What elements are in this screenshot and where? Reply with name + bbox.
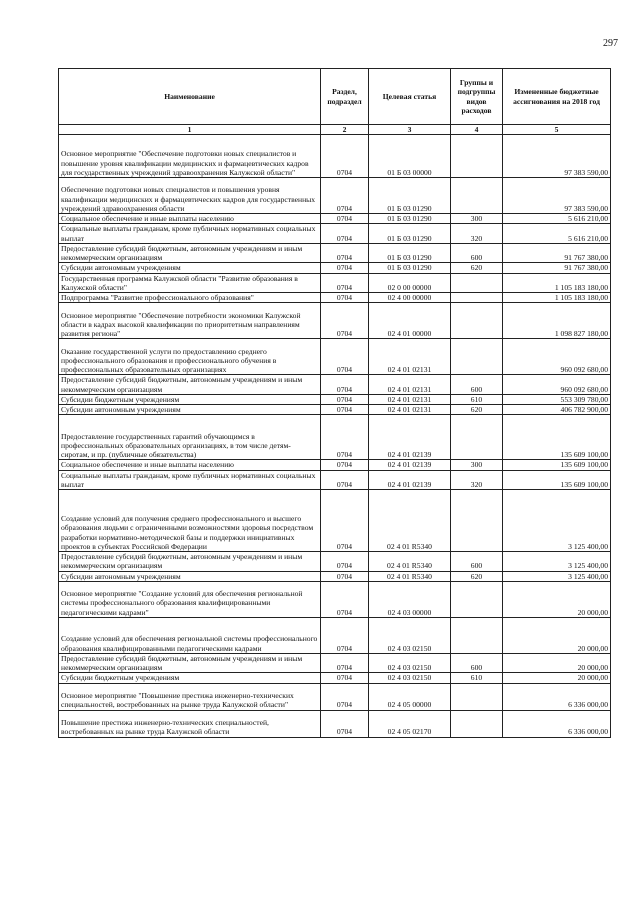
row-section: 0704: [321, 673, 369, 683]
row-amount: 91 767 380,00: [503, 243, 611, 263]
table-row: [59, 470, 611, 490]
row-section: 0704: [321, 339, 369, 375]
row-article: 02 4 05 02170: [369, 710, 451, 737]
row-name: Социальные выплаты гражданам, кроме публичных нормативных социальных выплат: [59, 224, 321, 244]
table-row: [59, 405, 611, 415]
row-group: 620: [451, 405, 503, 415]
row-name: Социальное обеспечение и иные выплаты населению: [59, 460, 321, 470]
table-row: [59, 710, 611, 737]
row-group: [451, 490, 503, 552]
column-number: 1: [59, 125, 321, 135]
row-article: 02 4 01 R5340: [369, 552, 451, 572]
row-group: 610: [451, 394, 503, 404]
row-group: [451, 617, 503, 653]
row-amount: 91 767 380,00: [503, 263, 611, 273]
row-group: [451, 273, 503, 293]
row-article: 01 Б 03 00000: [369, 135, 451, 178]
row-group: [451, 710, 503, 737]
row-article: 02 4 01 02131: [369, 375, 451, 395]
row-section: 0704: [321, 653, 369, 673]
row-amount: 6 336 000,00: [503, 710, 611, 737]
row-section: 0704: [321, 243, 369, 263]
table-row: [59, 490, 611, 552]
table-header-row: [59, 69, 611, 125]
header-article: Целевая статья: [369, 69, 451, 125]
row-group: [451, 293, 503, 303]
row-name: Предоставление субсидий бюджетным, автономным учреждениям и иным некоммерческим организациям: [59, 552, 321, 572]
row-section: 0704: [321, 214, 369, 224]
row-amount: 20 000,00: [503, 617, 611, 653]
table-row: [59, 243, 611, 263]
table-row: [59, 581, 611, 617]
table-row: [59, 394, 611, 404]
table-row: [59, 460, 611, 470]
row-article: 02 4 01 02139: [369, 470, 451, 490]
row-name: Предоставление субсидий бюджетным, автономным учреждениям и иным некоммерческим организациям: [59, 243, 321, 263]
row-article: 02 4 03 00000: [369, 581, 451, 617]
row-name: Субсидии бюджетным учреждениям: [59, 673, 321, 683]
row-amount: 960 092 680,00: [503, 339, 611, 375]
row-article: 01 Б 03 01290: [369, 214, 451, 224]
row-group: [451, 339, 503, 375]
row-name: Субсидии автономным учреждениям: [59, 405, 321, 415]
row-name: Создание условий для получения среднего профессионального и высшего образования людьми с ограниченными возможностями здоровья посредством разработки нормативно-методической базы и поддержки инициативных проектов в субъектах Российской Федерации: [59, 490, 321, 552]
header-section: Раздел, подраздел: [321, 69, 369, 125]
row-amount: 135 609 100,00: [503, 470, 611, 490]
row-group: [451, 178, 503, 214]
row-amount: 3 125 400,00: [503, 571, 611, 581]
row-article: 02 4 01 02139: [369, 460, 451, 470]
row-article: 02 4 01 02131: [369, 405, 451, 415]
row-name: Обеспечение подготовки новых специалистов и повышения уровня квалификации медицинских и фармацевтических кадров для государственных учреждений здравоохранения области: [59, 178, 321, 214]
row-article: 01 Б 03 01290: [369, 243, 451, 263]
row-group: 600: [451, 653, 503, 673]
row-article: 02 4 01 R5340: [369, 490, 451, 552]
row-group: [451, 415, 503, 460]
column-number: 5: [503, 125, 611, 135]
row-name: Субсидии бюджетным учреждениям: [59, 394, 321, 404]
row-group: 300: [451, 460, 503, 470]
row-group: [451, 135, 503, 178]
row-group: 300: [451, 214, 503, 224]
row-group: 620: [451, 571, 503, 581]
row-section: 0704: [321, 581, 369, 617]
row-amount: 1 098 827 180,00: [503, 303, 611, 339]
row-section: 0704: [321, 135, 369, 178]
row-group: [451, 581, 503, 617]
table-row: [59, 178, 611, 214]
row-amount: 5 616 210,00: [503, 224, 611, 244]
column-number: 3: [369, 125, 451, 135]
row-section: 0704: [321, 273, 369, 293]
row-name: Государственная программа Калужской области "Развитие образования в Калужской области": [59, 273, 321, 293]
page-number: 297: [603, 38, 618, 49]
row-amount: 135 609 100,00: [503, 460, 611, 470]
table-row: [59, 683, 611, 710]
row-name: Оказание государственной услуги по предоставлению среднего профессионального образования и профессионального обучения в профессиональных образовательных организациях: [59, 339, 321, 375]
row-name: Социальные выплаты гражданам, кроме публичных нормативных социальных выплат: [59, 470, 321, 490]
row-name: Подпрограмма "Развитие профессионального образования": [59, 293, 321, 303]
row-amount: 553 309 780,00: [503, 394, 611, 404]
row-section: 0704: [321, 470, 369, 490]
table-row: [59, 673, 611, 683]
row-section: 0704: [321, 394, 369, 404]
row-section: 0704: [321, 224, 369, 244]
row-amount: 1 105 183 180,00: [503, 273, 611, 293]
row-section: 0704: [321, 293, 369, 303]
header-groups: Группы и подгруппы видов расходов: [451, 69, 503, 125]
row-section: 0704: [321, 490, 369, 552]
row-section: 0704: [321, 375, 369, 395]
table-row: [59, 375, 611, 395]
row-group: 610: [451, 673, 503, 683]
header-amount: Измененные бюджетные ассигнования на 2018 год: [503, 69, 611, 125]
row-name: Основное мероприятие "Создание условий для обеспечения региональной системы профессионального образования квалифицированными педагогическими кадрами": [59, 581, 321, 617]
table-row: [59, 571, 611, 581]
table-row: [59, 214, 611, 224]
row-group: 320: [451, 470, 503, 490]
row-section: 0704: [321, 405, 369, 415]
row-amount: 5 616 210,00: [503, 214, 611, 224]
row-section: 0704: [321, 178, 369, 214]
row-name: Повышение престижа инженерно-технических специальностей, востребованных на рынке труда Калужской области: [59, 710, 321, 737]
row-section: 0704: [321, 617, 369, 653]
row-amount: 20 000,00: [503, 673, 611, 683]
table-row: [59, 653, 611, 673]
row-article: 02 4 01 02131: [369, 339, 451, 375]
budget-table: [58, 68, 611, 738]
row-article: 02 4 00 00000: [369, 293, 451, 303]
row-name: Основное мероприятие "Обеспечение подготовки новых специалистов и повышение уровня квалификации медицинских и фармацевтических кадров для государственных учреждений здравоохранения Калужской области": [59, 135, 321, 178]
row-group: 620: [451, 263, 503, 273]
row-amount: 1 105 183 180,00: [503, 293, 611, 303]
row-section: 0704: [321, 710, 369, 737]
row-article: 02 0 00 00000: [369, 273, 451, 293]
row-group: 600: [451, 375, 503, 395]
row-section: 0704: [321, 552, 369, 572]
row-amount: 960 092 680,00: [503, 375, 611, 395]
row-name: Субсидии автономным учреждениям: [59, 571, 321, 581]
row-article: 02 4 01 02131: [369, 394, 451, 404]
row-section: 0704: [321, 263, 369, 273]
row-name: Предоставление субсидий бюджетным, автономным учреждениям и иным некоммерческим организациям: [59, 375, 321, 395]
row-amount: 3 125 400,00: [503, 552, 611, 572]
row-article: 02 4 01 R5340: [369, 571, 451, 581]
row-name: Предоставление субсидий бюджетным, автономным учреждениям и иным некоммерческим организациям: [59, 653, 321, 673]
row-amount: 3 125 400,00: [503, 490, 611, 552]
row-article: 02 4 01 00000: [369, 303, 451, 339]
table-row: [59, 135, 611, 178]
column-number-row: [59, 125, 611, 135]
row-article: 02 4 03 02150: [369, 653, 451, 673]
row-article: 02 4 03 02150: [369, 617, 451, 653]
row-name: Основное мероприятие "Обеспечение потребности экономики Калужской области в кадрах высокой квалификации по приоритетным направлениям развития региона": [59, 303, 321, 339]
row-article: 01 Б 03 01290: [369, 224, 451, 244]
table-row: [59, 293, 611, 303]
row-amount: 97 383 590,00: [503, 178, 611, 214]
row-article: 02 4 03 02150: [369, 673, 451, 683]
row-section: 0704: [321, 460, 369, 470]
row-amount: 20 000,00: [503, 581, 611, 617]
row-group: 320: [451, 224, 503, 244]
row-amount: 6 336 000,00: [503, 683, 611, 710]
row-name: Предоставление государственных гарантий обучающимся в профессиональных образовательных организациях, в том числе детям-сиротам, и пр. (публичные обязательства): [59, 415, 321, 460]
row-article: 01 Б 03 01290: [369, 263, 451, 273]
row-amount: 20 000,00: [503, 653, 611, 673]
row-name: Основное мероприятие "Повышение престижа инженерно-технических специальностей, востребованных на рынке труда Калужской области": [59, 683, 321, 710]
table-row: [59, 552, 611, 572]
column-number: 2: [321, 125, 369, 135]
row-article: 01 Б 03 01290: [369, 178, 451, 214]
table-row: [59, 415, 611, 460]
row-group: 600: [451, 243, 503, 263]
row-name: Субсидии автономным учреждениям: [59, 263, 321, 273]
table-row: [59, 339, 611, 375]
row-group: [451, 303, 503, 339]
row-article: 02 4 05 00000: [369, 683, 451, 710]
table-row: [59, 303, 611, 339]
table-row: [59, 617, 611, 653]
row-amount: 97 383 590,00: [503, 135, 611, 178]
row-group: [451, 683, 503, 710]
row-name: Создание условий для обеспечения региональной системы профессионального образования квалифицированными педагогическими кадрами: [59, 617, 321, 653]
row-section: 0704: [321, 683, 369, 710]
row-name: Социальное обеспечение и иные выплаты населению: [59, 214, 321, 224]
column-number: 4: [451, 125, 503, 135]
row-section: 0704: [321, 415, 369, 460]
row-group: 600: [451, 552, 503, 572]
table-row: [59, 263, 611, 273]
table-row: [59, 224, 611, 244]
row-section: 0704: [321, 571, 369, 581]
header-name: Наименование: [59, 69, 321, 125]
row-article: 02 4 01 02139: [369, 415, 451, 460]
table-row: [59, 273, 611, 293]
row-section: 0704: [321, 303, 369, 339]
row-amount: 406 782 900,00: [503, 405, 611, 415]
row-amount: 135 609 100,00: [503, 415, 611, 460]
